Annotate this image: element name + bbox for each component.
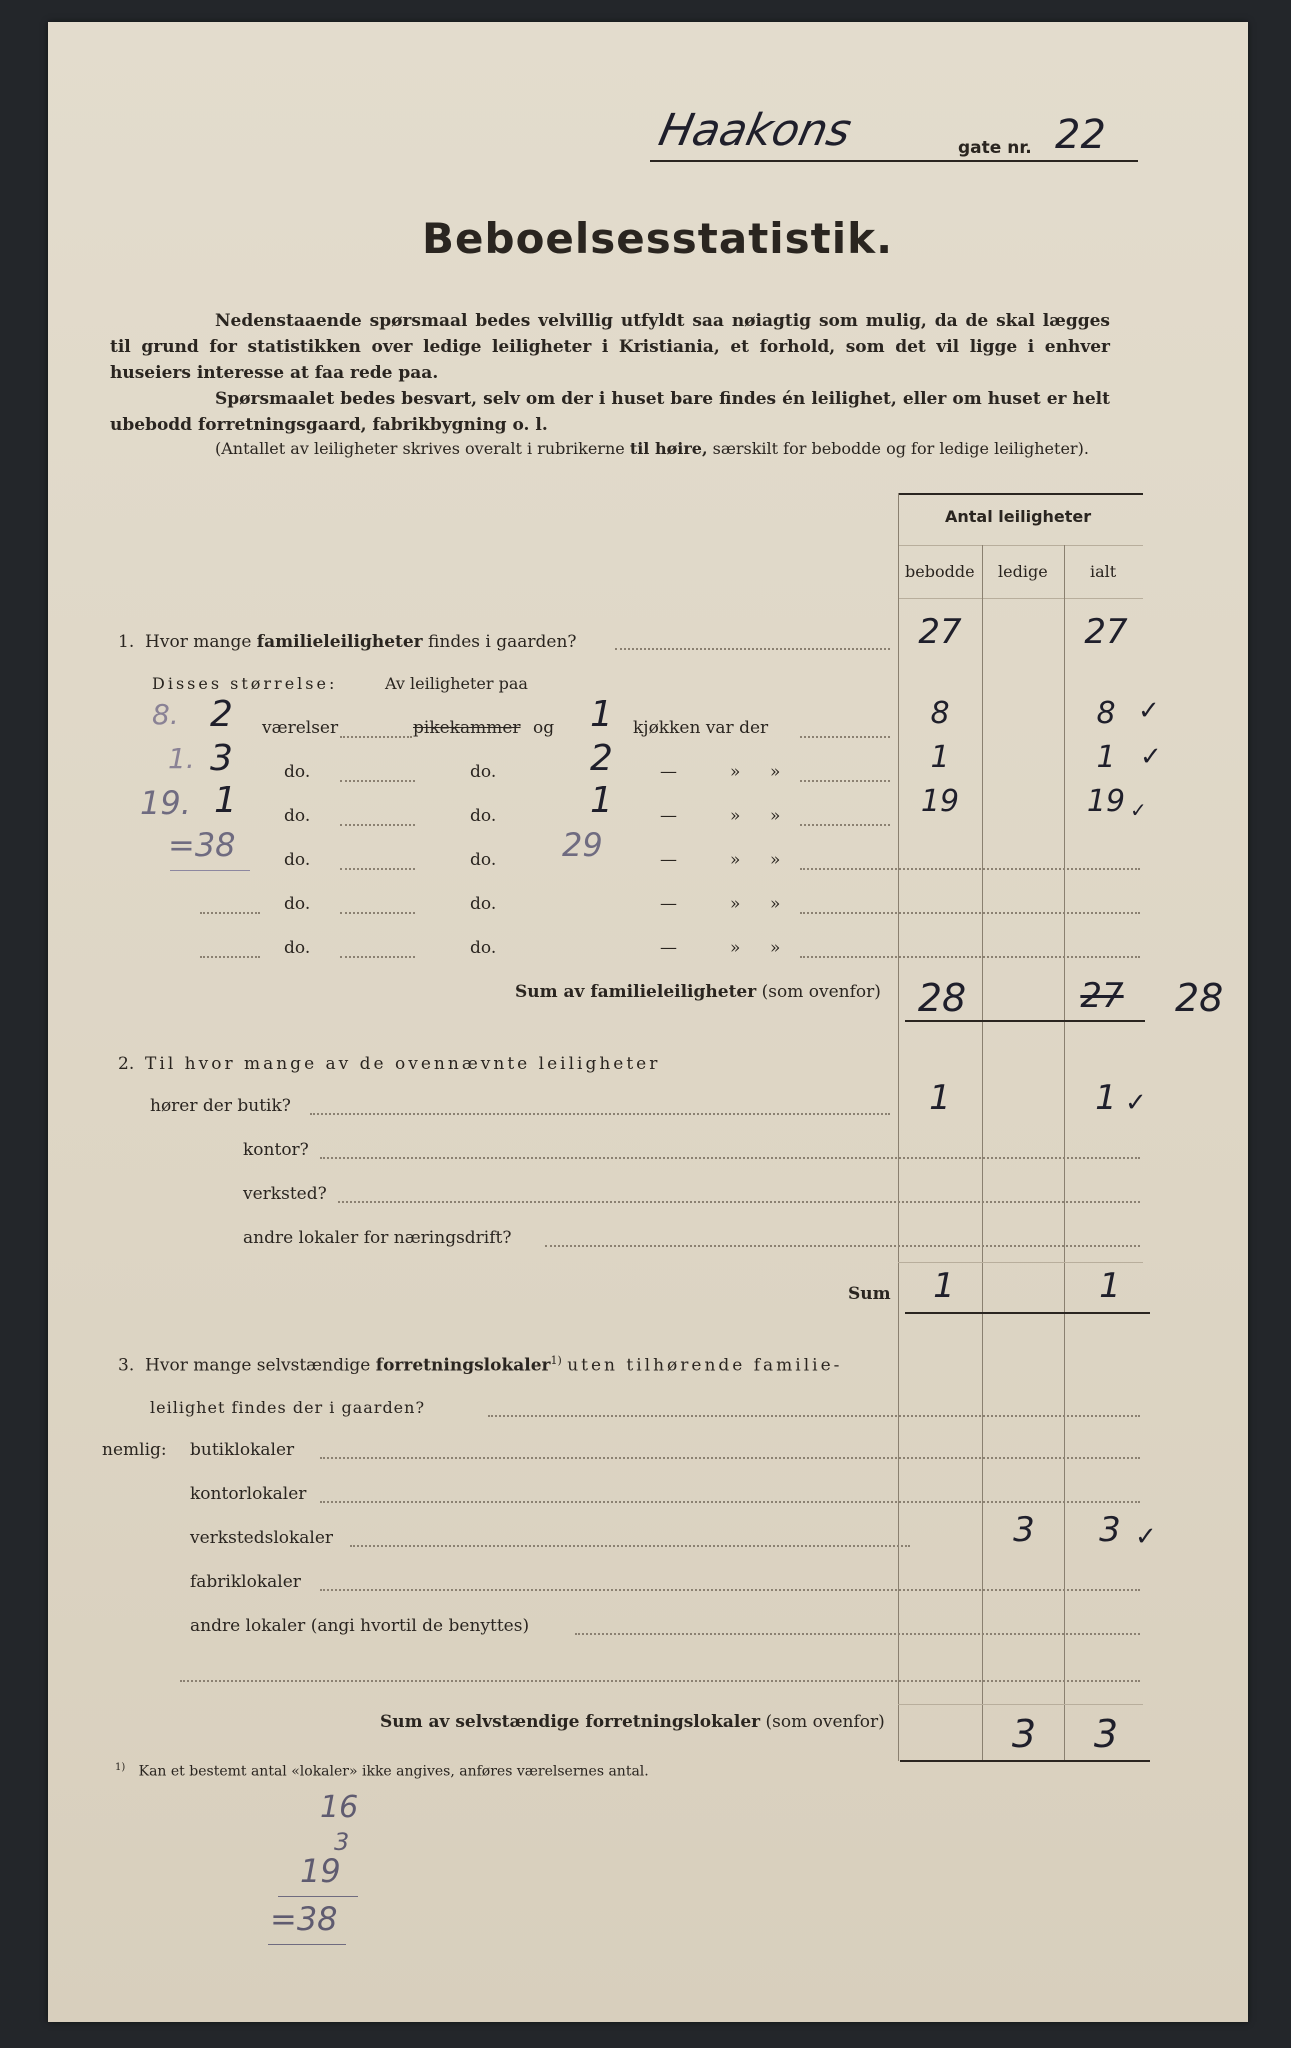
s2-sum-label: Sum — [848, 1284, 891, 1304]
row6-quote-b: » — [770, 938, 781, 958]
row1-checkmark-icon: ✓ — [1138, 696, 1160, 726]
row4-do-b: do. — [470, 850, 497, 870]
intro-paragraph-3 — [110, 436, 1110, 462]
s1-sum-label — [515, 982, 881, 1002]
s3-sum-ledige: 3 — [1011, 1712, 1037, 1756]
section2-q1: Til hvor mange av de ovennævnte leiligheter — [145, 1054, 661, 1074]
row5-do-b: do. — [470, 894, 497, 914]
s1-sum-label-rest: (som ovenfor) — [761, 982, 881, 1002]
s2-kontor-label: kontor? — [243, 1140, 309, 1160]
row3-dots-b — [800, 824, 890, 826]
s2-butik-checkmark-icon: ✓ — [1125, 1088, 1147, 1118]
row4-quote-a: » — [730, 850, 741, 870]
col-header-bebodde: bebodde — [905, 562, 975, 581]
row5-quote-b: » — [770, 894, 781, 914]
row5-dots-a — [340, 912, 415, 914]
bottom-note-line4: =38 — [270, 1900, 338, 1938]
size-label: Disses størrelse: — [152, 674, 338, 693]
row1-rooms: 2 — [210, 694, 233, 735]
intro-text-2: Spørsmaalet bedes besvart, selv om der i huset bare findes én leilighet, eller om huset er helt ubebodd forretningsgaard, fabrikbygning o. l. — [110, 389, 1110, 435]
s2-verksted-label: verksted? — [243, 1184, 327, 1204]
row2-do-a: do. — [284, 762, 311, 782]
s3-fabrik-label: fabriklokaler — [190, 1572, 301, 1592]
row1-bebodde: 8 — [930, 696, 950, 731]
footnote-text: Kan et bestemt antal «lokaler» ikke angives, anføres værelsernes antal. — [138, 1763, 649, 1780]
row6-dots-b — [800, 956, 1140, 958]
gate-number: 22 — [1055, 112, 1106, 158]
s3-nemlig: nemlig: — [102, 1440, 167, 1460]
section2-question — [118, 1054, 660, 1074]
table-vline-left — [898, 493, 899, 1761]
row4-quote-b: » — [770, 850, 781, 870]
row4-do-a: do. — [284, 850, 311, 870]
s1-answer-ialt: 27 — [1084, 612, 1128, 652]
intro-text-3-bold: til høire, — [629, 439, 708, 458]
s1-answer-bebodde: 27 — [918, 612, 962, 652]
s2-kontor-dots — [320, 1157, 1140, 1159]
row6-do-b: do. — [470, 938, 497, 958]
s3-butik-dots — [320, 1457, 1140, 1459]
s3-kontor-label: kontorlokaler — [190, 1484, 307, 1504]
table-vline-mid1 — [982, 545, 983, 1761]
s2-sum-ialt: 1 — [1099, 1266, 1121, 1306]
s1-sum-ialt-corrected: 28 — [1175, 976, 1224, 1020]
section3-q-a: Hvor mange selvstændige — [145, 1355, 371, 1376]
bottom-note-rule — [278, 1896, 358, 1897]
row4-dots-a — [340, 868, 415, 870]
table-vline-mid2 — [1064, 545, 1065, 1761]
footnote-mark: 1) — [115, 1762, 126, 1773]
s1-sum-ialt-struck: 27 — [1080, 976, 1124, 1016]
table-top-rule — [898, 493, 1143, 495]
street-name-handwritten: Haakons — [654, 105, 856, 156]
s3-sum-ialt: 3 — [1093, 1712, 1119, 1756]
row2-bebodde: 1 — [930, 740, 950, 775]
s3-extra-dots — [180, 1680, 1140, 1682]
row2-checkmark-icon: ✓ — [1140, 742, 1162, 772]
row3-do-a: do. — [284, 806, 311, 826]
intro-text-3a: (Antallet av leiligheter skrives overalt i rubrikerne — [215, 439, 625, 458]
row1-kjokken: kjøkken var der — [633, 718, 769, 738]
intro-paragraph-1 — [110, 308, 1110, 386]
section3-question — [118, 1354, 842, 1376]
row6-do-a: do. — [284, 938, 311, 958]
row6-dash: — — [660, 938, 677, 958]
section1-question — [118, 632, 577, 652]
intro-text-3b: særskilt for bebodde og for ledige leiligheter). — [712, 439, 1089, 458]
row3-dash: — — [660, 806, 677, 826]
s1-sum-bebodde: 28 — [917, 976, 967, 1020]
row2-left-note: 1. — [168, 742, 195, 775]
page-title: Beboelsesstatistik. — [422, 214, 894, 263]
row3-quote-b: » — [770, 806, 781, 826]
s2-butik-label: hører der butik? — [150, 1096, 291, 1116]
row2-quote-b: » — [770, 762, 781, 782]
row2-dash: — — [660, 762, 677, 782]
street-underline — [650, 160, 1138, 162]
intro-text-1: Nedenstaaende spørsmaal bedes velvillig utfyldt saa nøiagtig som mulig, da de skal lægges til grund for statistikken over ledige leiligheter i Kristiania, et forhold, som det vil ligge i enhver huseiers interesse at faa rede paa. — [110, 311, 1110, 383]
s3-sum-label-bold: Sum av selvstændige forretningslokaler — [380, 1712, 761, 1732]
s3-andre-label: andre lokaler (angi hvortil de benyttes) — [190, 1616, 530, 1636]
size-sublabel: Av leiligheter paa — [385, 674, 528, 693]
row1-kitchen: 1 — [590, 694, 613, 735]
row4-dots-b — [800, 868, 1140, 870]
s2-sum-top-rule — [898, 1262, 1143, 1263]
s3-verksted-ledige: 3 — [1013, 1510, 1035, 1550]
row5-do-a: do. — [284, 894, 311, 914]
intro-paragraph-2 — [110, 386, 1110, 438]
row6-dots-pre — [200, 956, 260, 958]
section2-number: 2. — [118, 1054, 135, 1074]
s3-verksted-ialt: 3 — [1099, 1510, 1121, 1550]
row4-left-underline — [170, 870, 250, 871]
row2-kitchen: 2 — [590, 738, 613, 779]
section3-footnote-mark: 1) — [550, 1354, 562, 1367]
s2-andre-label: andre lokaler for næringsdrift? — [243, 1228, 512, 1248]
row1-ialt: 8 — [1096, 696, 1116, 731]
row6-quote-a: » — [730, 938, 741, 958]
row3-left-note: 19. — [140, 784, 191, 822]
bottom-note-line2: 3 — [334, 1828, 350, 1856]
s2-sum-rule — [905, 1312, 1150, 1314]
bottom-note-underline — [268, 1944, 346, 1945]
row3-dots-a — [340, 824, 415, 826]
row4-dash: — — [660, 850, 677, 870]
bottom-note-line1: 16 — [320, 1790, 359, 1825]
row2-rooms: 3 — [210, 738, 233, 779]
s1-sum-label-bold: Sum av familieleiligheter — [515, 982, 757, 1002]
row4-left-note: =38 — [168, 826, 236, 864]
s2-sum-bebodde: 1 — [933, 1266, 955, 1306]
s3-sum-label — [380, 1712, 885, 1732]
s3-fabrik-dots — [320, 1589, 1140, 1591]
col-header-ledige: ledige — [998, 562, 1048, 581]
s3-sum-top-rule — [898, 1704, 1143, 1705]
bottom-note-line3: 19 — [300, 1852, 341, 1890]
row6-dots-a — [340, 956, 415, 958]
s2-butik-ialt: 1 — [1095, 1078, 1117, 1118]
s3-butik-label: butiklokaler — [190, 1440, 295, 1460]
row1-dots-a — [340, 736, 412, 738]
row1-pikekammer: pikekammer — [413, 718, 521, 738]
row2-quote-a: » — [730, 762, 741, 782]
row1-vaerelser: værelser — [262, 718, 339, 738]
section3-q2: leilighet findes der i gaarden? — [150, 1398, 426, 1417]
gate-label: gate nr. — [958, 138, 1032, 158]
row3-rooms: 1 — [214, 780, 237, 821]
s2-andre-dots — [545, 1245, 1140, 1247]
section1-number: 1. — [118, 632, 135, 652]
section1-q-b: findes i gaarden? — [428, 632, 577, 652]
s3-andre-dots — [575, 1633, 1140, 1635]
col-header-bottom-rule — [898, 598, 1143, 599]
section3-number: 3. — [118, 1355, 135, 1376]
row1-left-note: 8. — [152, 698, 179, 731]
s3-q2-dots — [488, 1415, 1140, 1417]
row2-do-b: do. — [470, 762, 497, 782]
row1-dots-b — [800, 736, 890, 738]
section3-q-bold: forretningslokaler — [375, 1355, 551, 1376]
section1-q-a: Hvor mange — [145, 632, 252, 652]
footnote — [115, 1762, 649, 1780]
row1-og: og — [533, 718, 555, 738]
s2-butik-dots — [310, 1113, 890, 1115]
row5-dash: — — [660, 894, 677, 914]
s3-verksted-checkmark-icon: ✓ — [1135, 1522, 1157, 1552]
section1-leader-dots — [615, 648, 890, 650]
s2-butik-bebodde: 1 — [929, 1078, 951, 1118]
table-header-rule — [898, 545, 1143, 546]
s3-verksted-dots — [350, 1545, 910, 1547]
row3-quote-a: » — [730, 806, 741, 826]
col-header-ialt: ialt — [1090, 562, 1117, 581]
s3-verksted-label: verkstedslokaler — [190, 1528, 334, 1548]
row3-checkmark-icon: ✓ — [1130, 798, 1147, 822]
row2-ialt: 1 — [1096, 740, 1116, 775]
row5-quote-a: » — [730, 894, 741, 914]
row3-do-b: do. — [470, 806, 497, 826]
s3-sum-label-rest: (som ovenfor) — [765, 1712, 885, 1732]
row2-dots-b — [800, 780, 890, 782]
row5-dots-b — [800, 912, 1140, 914]
s2-verksted-dots — [338, 1201, 1140, 1203]
s3-kontor-dots — [320, 1501, 1140, 1503]
row3-ialt: 19 — [1086, 784, 1126, 819]
s3-sum-rule — [900, 1760, 1150, 1762]
section3-q-b: uten tilhørende familie- — [567, 1355, 843, 1376]
row4-kitchen: 29 — [562, 826, 603, 864]
row2-dots-a — [340, 780, 415, 782]
section1-q-bold: familieleiligheter — [256, 632, 423, 652]
row5-dots-pre — [200, 912, 260, 914]
row3-bebodde: 19 — [920, 784, 960, 819]
s1-sum-rule — [905, 1020, 1145, 1022]
table-header-group: Antal leiligheter — [945, 507, 1092, 526]
row3-kitchen: 1 — [590, 780, 613, 821]
